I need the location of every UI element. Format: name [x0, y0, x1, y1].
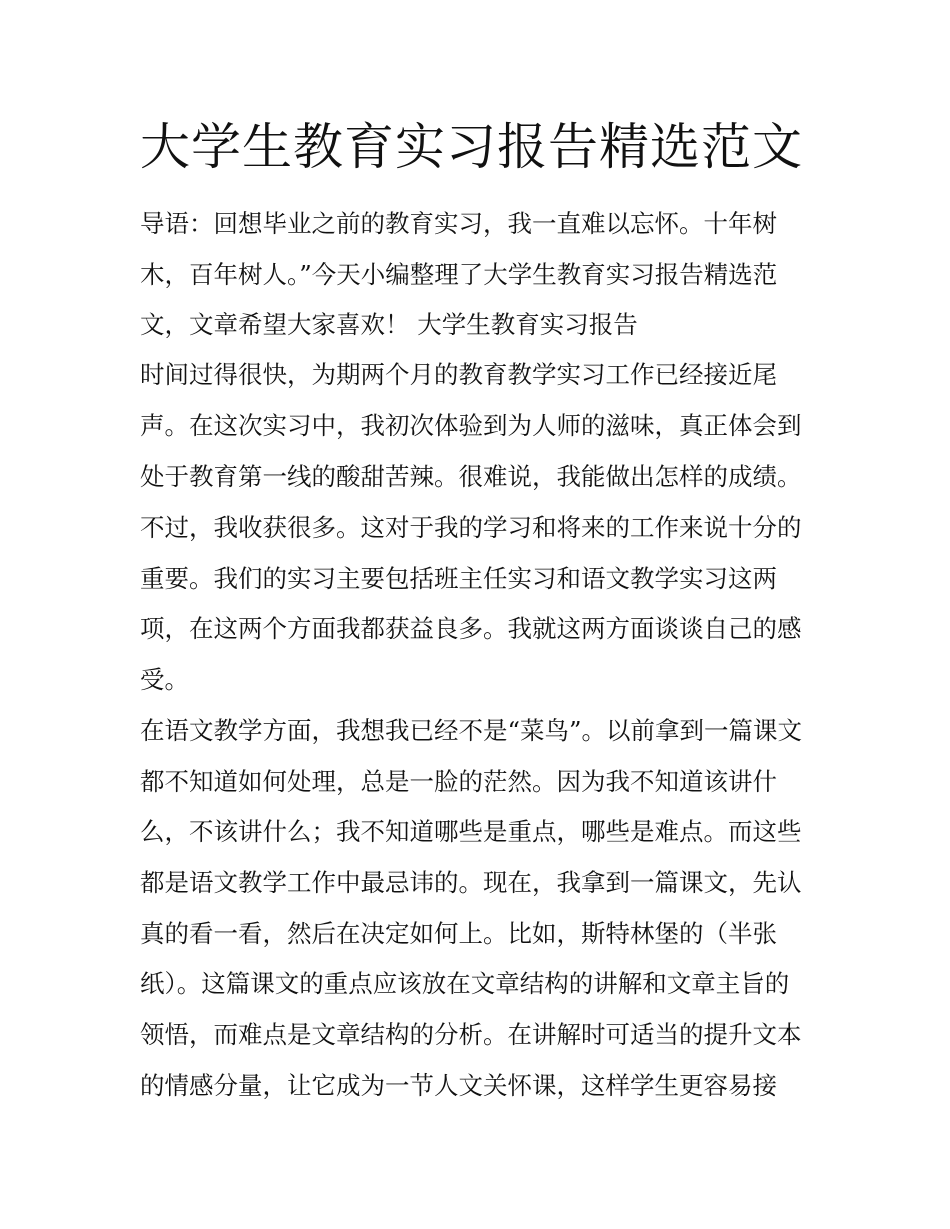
intro-line-1: 导语：回想毕业之前的教育实习，我一直难以忘怀。十年树	[140, 209, 777, 238]
body-line-11: 都是语文教学工作中最忌讳的。现在，我拿到一篇课文，先认	[140, 868, 802, 897]
document-title: 大学生教育实习报告精选范文	[140, 118, 803, 176]
body-line-12: 真的看一看，然后在决定如何上。比如，斯特林堡的（半张	[140, 919, 777, 948]
body-line-10: 么，不该讲什么；我不知道哪些是重点，哪些是难点。而这些	[140, 817, 802, 846]
body-line-8: 在语文教学方面，我想我已经不是“菜鸟”。以前拿到一篇课文	[140, 716, 803, 745]
body-line-13: 纸）。这篇课文的重点应该放在文章结构的讲解和文章主旨的	[140, 969, 790, 998]
body-line-6: 项，在这两个方面我都获益良多。我就这两方面谈谈自己的感	[140, 614, 802, 643]
body-line-2: 声。在这次实习中，我初次体验到为人师的滋味，真正体会到	[140, 411, 802, 440]
body-line-7: 受。	[140, 665, 189, 694]
body-line-1: 时间过得很快，为期两个月的教育教学实习工作已经接近尾	[140, 360, 777, 389]
body-line-4: 不过，我收获很多。这对于我的学习和将来的工作来说十分的	[140, 513, 802, 542]
body-line-9: 都不知道如何处理，总是一脸的茫然。因为我不知道该讲什	[140, 767, 777, 796]
intro-line-3: 文，文章希望大家喜欢！ 大学生教育实习报告	[140, 310, 638, 339]
body-line-3: 处于教育第一线的酸甜苦辣。很难说，我能做出怎样的成绩。	[140, 462, 802, 491]
body-line-15: 的情感分量，让它成为一节人文关怀课，这样学生更容易接	[140, 1071, 777, 1100]
body-line-14: 领悟，而难点是文章结构的分析。在讲解时可适当的提升文本	[140, 1020, 802, 1049]
intro-line-2: 木，百年树人。”今天小编整理了大学生教育实习报告精选范	[140, 260, 778, 289]
body-line-5: 重要。我们的实习主要包括班主任实习和语文教学实习这两	[140, 564, 777, 593]
